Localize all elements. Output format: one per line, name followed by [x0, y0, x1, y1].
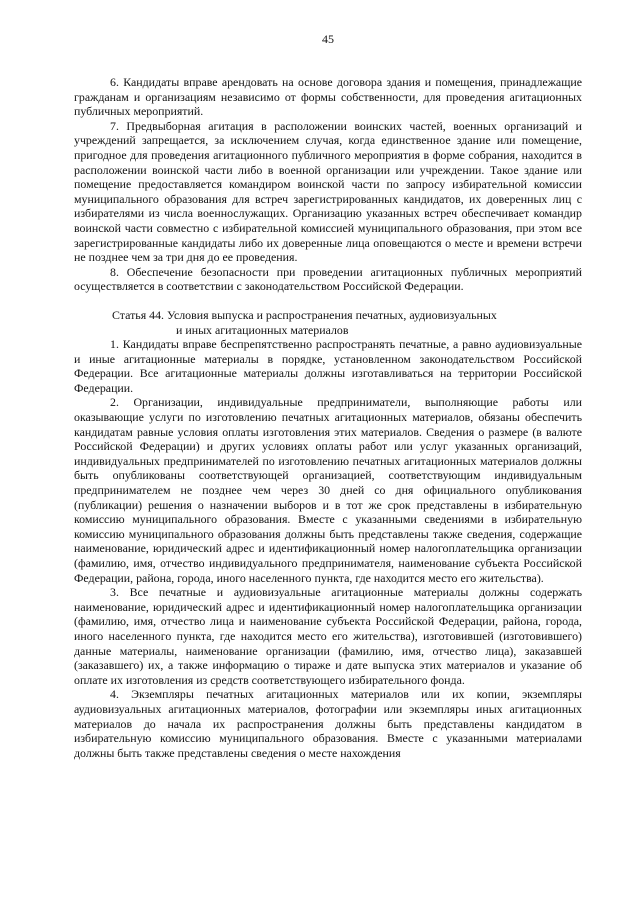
- article-44-item-1: 1. Кандидаты вправе беспрепятственно распространять печатные, а равно аудиовизуальные и иные агитационные материалы в порядке, установленном законодательством Российской Федерации. Все агитационные материалы должны изготавливаться на территории Российской Федерации.: [74, 337, 582, 395]
- article-44-item-3: 3. Все печатные и аудиовизуальные агитационные материалы должны содержать наименование, юридический адрес и идентификационный номер налогоплательщика организации (фамилию, имя, отчество лица и наименование субъекта Российской Федерации, района, города, иного населенного пункта, где находится место его жительства), изготовившей (изготовившего) данные материалы, наименование организации (фамилию, имя, отчество лица), заказавшей (заказавшего) их, а также информацию о тираже и дате выпуска этих материалов и указание об оплате их изготовления из средств соответствующего избирательного фонда.: [74, 585, 582, 687]
- article-44-item-4: 4. Экземпляры печатных агитационных материалов или их копии, экземпляры аудиовизуальных агитационных материалов, фотографии или экземпляры иных агитационных материалов до начала их распространения должны быть представлены кандидатом в избирательную комиссию муниципального образования. Вместе с указанными материалами должны быть также представлены сведения о месте нахождения: [74, 687, 582, 760]
- article-44-title: [74, 308, 582, 337]
- article-43-item-8: 8. Обеспечение безопасности при проведении агитационных публичных мероприятий осуществляется в соответствии с законодательством Российской Федерации.: [74, 264, 582, 294]
- article-44-title-line1: Статья 44. Условия выпуска и распространения печатных, аудиовизуальных: [112, 307, 497, 322]
- article-43-item-7: 7. Предвыборная агитация в расположении воинских частей, военных организаций и учреждений запрещается, за исключением случая, когда единственное здание или помещение, пригодное для проведения агитационного публичного мероприятия в форме собрания, находится в расположении воинской части либо в военной организации или учреждении. Такое здание или помещение предоставляется командиром воинской части по запросу избирательной комиссии муниципального образования для встреч зарегистрированных кандидатов, их доверенных лиц с избирателями из числа военнослужащих. Организацию указанных встреч обеспечивает командир воинской части совместно с избирательной комиссией муниципального образования, при этом все зарегистрированные кандидаты либо их доверенные лица оповещаются о месте и времени встречи не позднее чем за три дня до ее проведения.: [74, 118, 582, 265]
- article-43-item-6: 6. Кандидаты вправе арендовать на основе договора здания и помещения, принадлежащие гражданам и организациям независимо от формы собственности, для проведения агитационных публичных мероприятий.: [74, 75, 582, 119]
- article-44-title-line2: и иных агитационных материалов: [176, 322, 349, 337]
- page-number: 45: [322, 32, 334, 46]
- article-44-item-2: 2. Организации, индивидуальные предприниматели, выполняющие работы или оказывающие услуги по изготовлению печатных агитационных материалов, обязаны обеспечить кандидатам равные условия оплаты изготовления этих материалов. Сведения о размере (в валюте Российской Федерации) и других условиях оплаты работ или услуг указанных организаций, индивидуальных предпринимателей по изготовлению печатных агитационных материалов должны быть опубликованы соответствующей организацией, соответствующим индивидуальным предпринимателем не позднее чем через 30 дней со дня официального опубликования (публикации) решения о назначении выборов и в тот же срок представлены в избирательную комиссию муниципального образования. Вместе с указанными сведениями в избирательную комиссию муниципального образования должны быть представлены также сведения, содержащие наименование, юридический адрес и идентификационный номер налогоплательщика организации (фамилию, имя, отчество индивидуального предпринимателя, наименование субъекта Российской Федерации, района, города, иного населенного пункта, где находится место его жительства).: [74, 395, 582, 585]
